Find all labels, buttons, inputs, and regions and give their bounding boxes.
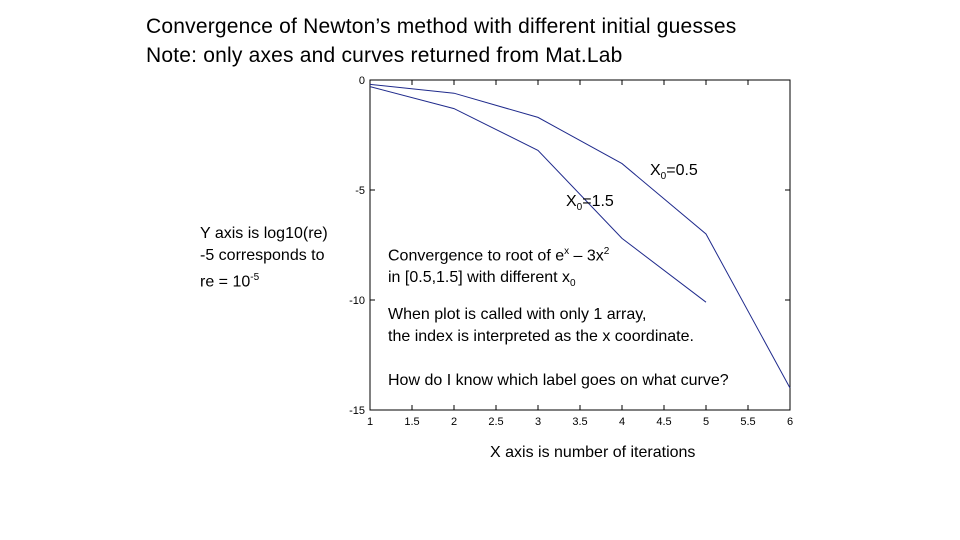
x-tick-label: 4.5	[656, 416, 672, 428]
x-tick-label: 4	[618, 416, 626, 428]
y-axis-note-line-2: -5 corresponds to	[200, 247, 325, 264]
curve-label-lower-sub: 0	[576, 202, 583, 214]
curve-label-upper-base: X	[650, 162, 661, 179]
convergence-note	[388, 241, 609, 296]
chart-title-line-1: Convergence of Newton’s method with different initial guesses	[146, 15, 737, 38]
plot-note	[388, 304, 694, 348]
y-tick-label: -15	[349, 405, 365, 417]
y-tick-label: 0	[358, 75, 365, 87]
convergence-note-exp-x: x	[564, 246, 570, 257]
x-axis-label: X axis is number of iterations	[490, 444, 696, 461]
curve-label-lower-rest: =1.5	[582, 193, 614, 210]
y-axis-note-line-1: Y axis is log10(re)	[200, 225, 328, 242]
question-note: How do I know which label goes on what curve?	[388, 372, 729, 389]
convergence-note-text-1: Convergence to root of e	[388, 247, 565, 265]
curve-label-upper-rest: =0.5	[666, 162, 698, 179]
y-axis-note-line-3	[200, 267, 328, 293]
curve-label-upper-sub: 0	[660, 171, 667, 183]
x-tick-label: 1.5	[404, 416, 420, 428]
y-axis-note-exponent: -5	[250, 272, 260, 283]
convergence-note-text-2: – 3x	[569, 247, 604, 265]
y-axis-note	[200, 223, 328, 293]
x-tick-label: 3.5	[572, 416, 588, 428]
plot-note-line-2: the index is interpreted as the x coordinate.	[388, 328, 694, 345]
convergence-note-sub-0: 0	[570, 278, 576, 290]
plot-note-line-1: When plot is called with only 1 array,	[388, 306, 647, 323]
x-tick-label: 5	[702, 416, 710, 428]
chart-title-line-2: Note: only axes and curves returned from Mat.Lab	[146, 44, 623, 67]
curve-label-lower-base: X	[566, 193, 577, 210]
x-tick-label: 5.5	[740, 416, 756, 428]
x-tick-label: 6	[786, 416, 794, 428]
x-tick-label: 3	[534, 416, 542, 428]
curve-label-upper	[650, 162, 698, 182]
x-tick-label: 1	[366, 416, 374, 428]
convergence-note-line-1	[388, 241, 609, 267]
convergence-note-line-2	[388, 267, 609, 295]
x-tick-label: 2	[450, 416, 458, 428]
curve-label-lower	[566, 193, 614, 213]
x-tick-label: 2.5	[488, 416, 504, 428]
y-tick-label: -5	[355, 185, 365, 197]
y-axis-note-line-3-text: re = 10	[200, 273, 251, 291]
y-tick-label: -10	[349, 295, 365, 307]
convergence-note-text-3: in [0.5,1.5] with different x	[388, 269, 571, 287]
convergence-note-exp-2: 2	[603, 246, 610, 257]
